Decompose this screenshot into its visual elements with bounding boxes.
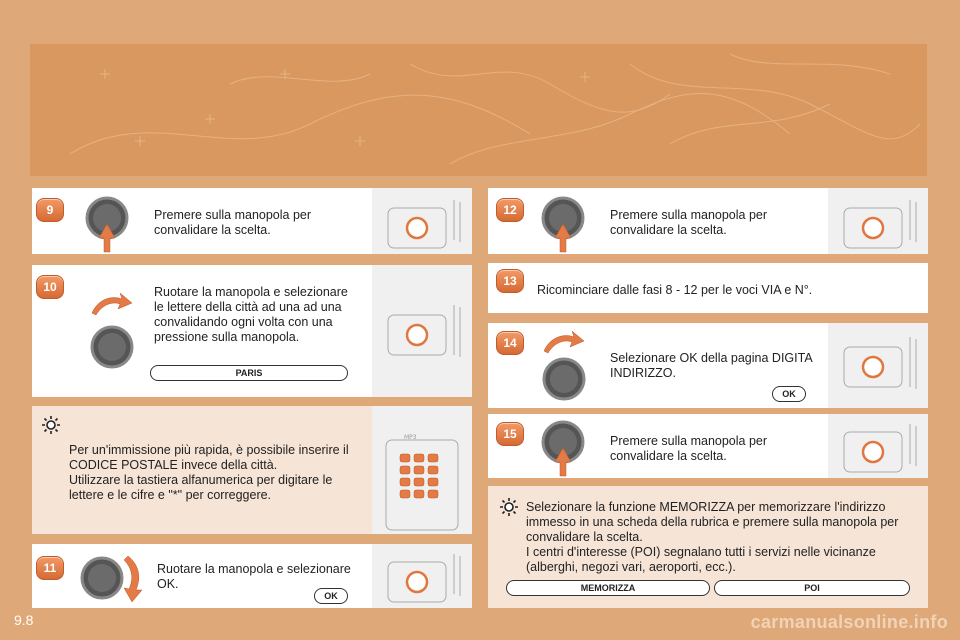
- radio-device-icon: [828, 323, 928, 408]
- header-banner: [30, 44, 927, 176]
- poi-button[interactable]: POI: [714, 580, 910, 596]
- step-12-card: [488, 188, 928, 254]
- step-10-text: Ruotare la manopola e selezionare le lettere della città ad una ad una convalidando ogni volta con una pressione sulla manopola.: [154, 285, 348, 344]
- ok-button[interactable]: OK: [314, 588, 348, 604]
- step-number: 9: [36, 198, 64, 222]
- radio-device-icon: [372, 265, 472, 397]
- rotate-arrow-icon: [78, 550, 158, 606]
- keypad-screen-label: MP3: [404, 434, 417, 441]
- step-14-text: Selezionare OK della pagina DIGITA INDIRIZZO.: [610, 351, 813, 380]
- radio-device-icon: [372, 188, 472, 254]
- radio-device-icon: [828, 188, 928, 254]
- step-number: 14: [496, 331, 524, 355]
- map-contour-decoration: [30, 44, 927, 176]
- radio-device-icon: [372, 544, 472, 608]
- push-arrow-icon: [82, 194, 132, 254]
- step-9-card: [32, 188, 472, 254]
- step-number: 13: [496, 269, 524, 293]
- radio-device-icon: [828, 414, 928, 478]
- step-11-card: [32, 544, 472, 608]
- rotate-arrow-icon: [88, 289, 138, 389]
- push-arrow-icon: [538, 418, 588, 478]
- ok-button[interactable]: OK: [772, 386, 806, 402]
- step-11-text: Ruotare la manopola e selezionare OK.: [157, 562, 351, 591]
- step-15-card: [488, 414, 928, 478]
- tip-lightbulb-icon: [498, 496, 520, 518]
- step-9-text: Premere sulla manopola per convalidare la scelta.: [154, 208, 312, 237]
- step-number: 15: [496, 422, 524, 446]
- tip-left-text: Per un'immissione più rapida, è possibile inserire il CODICE POSTALE invece della città. Utilizzare la tastiera alfanumerica per digitare le lettere e le cifre e "*" per correggere.: [69, 443, 349, 502]
- step-14-card: [488, 323, 928, 408]
- step-15-text: Premere sulla manopola per convalidare la scelta.: [610, 434, 768, 463]
- step-number: 12: [496, 198, 524, 222]
- step-number: 10: [36, 275, 64, 299]
- tip-card-left: [32, 406, 472, 534]
- step-10-card: [32, 265, 472, 397]
- tip-lightbulb-icon: [40, 414, 62, 436]
- step-number: 11: [36, 556, 64, 580]
- watermark: carmanualsonline.info: [750, 612, 948, 632]
- step-13-text: Ricominciare dalle fasi 8 - 12 per le voci VIA e N°.: [537, 283, 813, 297]
- paris-button[interactable]: PARIS: [150, 365, 348, 381]
- rotate-arrow-icon: [538, 327, 588, 407]
- page-number: 9.8: [14, 612, 34, 628]
- tip-right-text: Selezionare la funzione MEMORIZZA per memorizzare l'indirizzo immesso in una scheda della rubrica e premere sulla manopola per convalidare la scelta. I centri d'interesse (POI) segnalano tutti i servizi nelle vicinanze (alberghi, negozi vari, aeroporti, ecc.).: [526, 500, 899, 574]
- step-12-text: Premere sulla manopola per convalidare la scelta.: [610, 208, 768, 237]
- keypad-device-icon: [372, 406, 472, 534]
- push-arrow-icon: [538, 194, 588, 254]
- step-13-card: [488, 263, 928, 313]
- tip-card-right: [488, 486, 928, 608]
- memorizza-button[interactable]: MEMORIZZA: [506, 580, 710, 596]
